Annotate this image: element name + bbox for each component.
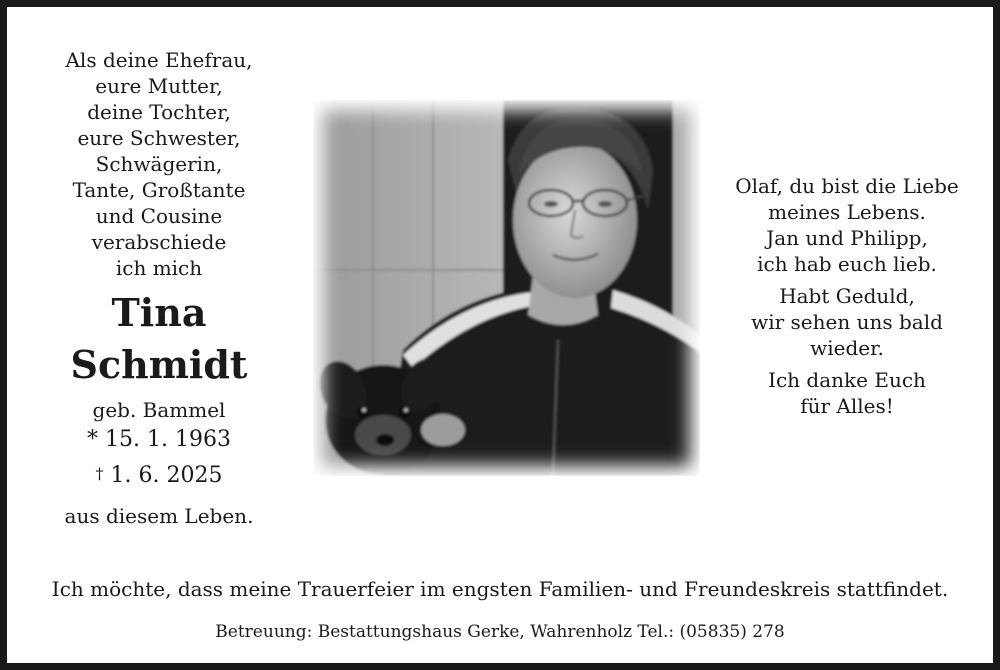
- thanks-message: [707, 367, 987, 419]
- left-column: [39, 47, 279, 529]
- birth-date-line: [39, 423, 279, 457]
- portrait-photo: [313, 100, 700, 476]
- message-line: für Alles!: [800, 394, 894, 418]
- right-column: [707, 173, 987, 425]
- message-line: Habt Geduld,: [779, 284, 915, 308]
- message-line: ich hab euch lieb.: [757, 252, 937, 276]
- first-name: Tina: [111, 290, 207, 335]
- funeral-home-credit: Betreuung: Bestattungshaus Gerke, Wahrenholz Tel.: (05835) 278: [215, 622, 785, 642]
- last-name: Schmidt: [70, 342, 248, 387]
- death-symbol: †: [95, 464, 104, 483]
- message-line: Jan und Philipp,: [766, 226, 928, 250]
- verse-line: Als deine Ehefrau,: [65, 48, 253, 72]
- closing-line: aus diesem Leben.: [64, 504, 254, 528]
- message-line: Ich danke Euch: [768, 368, 926, 392]
- message-line: meines Lebens.: [768, 200, 926, 224]
- birth-name: geb. Bammel: [92, 398, 226, 422]
- message-line: wieder.: [810, 336, 884, 360]
- message-line: wir sehen uns bald: [751, 310, 943, 334]
- verse-line: ich mich: [115, 256, 203, 280]
- love-message: [707, 173, 987, 277]
- death-date: 1. 6. 2025: [110, 463, 223, 488]
- verse-line: Tante, Großtante: [72, 178, 246, 202]
- verse-line: deine Tochter,: [87, 100, 231, 124]
- verse-line: eure Mutter,: [95, 74, 223, 98]
- birth-symbol: *: [87, 427, 99, 452]
- verse-line: Schwägerin,: [95, 152, 223, 176]
- funeral-note: Ich möchte, dass meine Trauerfeier im engsten Familien- und Freundeskreis stattfindet.: [51, 577, 949, 601]
- farewell-verse: [39, 47, 279, 281]
- birth-date: 15. 1. 1963: [105, 427, 231, 452]
- verse-line: und Cousine: [95, 204, 223, 228]
- deceased-name: [39, 287, 279, 391]
- patience-message: [707, 283, 987, 361]
- death-date-line: [39, 457, 279, 493]
- verse-line: verabschiede: [91, 230, 227, 254]
- verse-line: eure Schwester,: [77, 126, 241, 150]
- message-line: Olaf, du bist die Liebe: [735, 174, 959, 198]
